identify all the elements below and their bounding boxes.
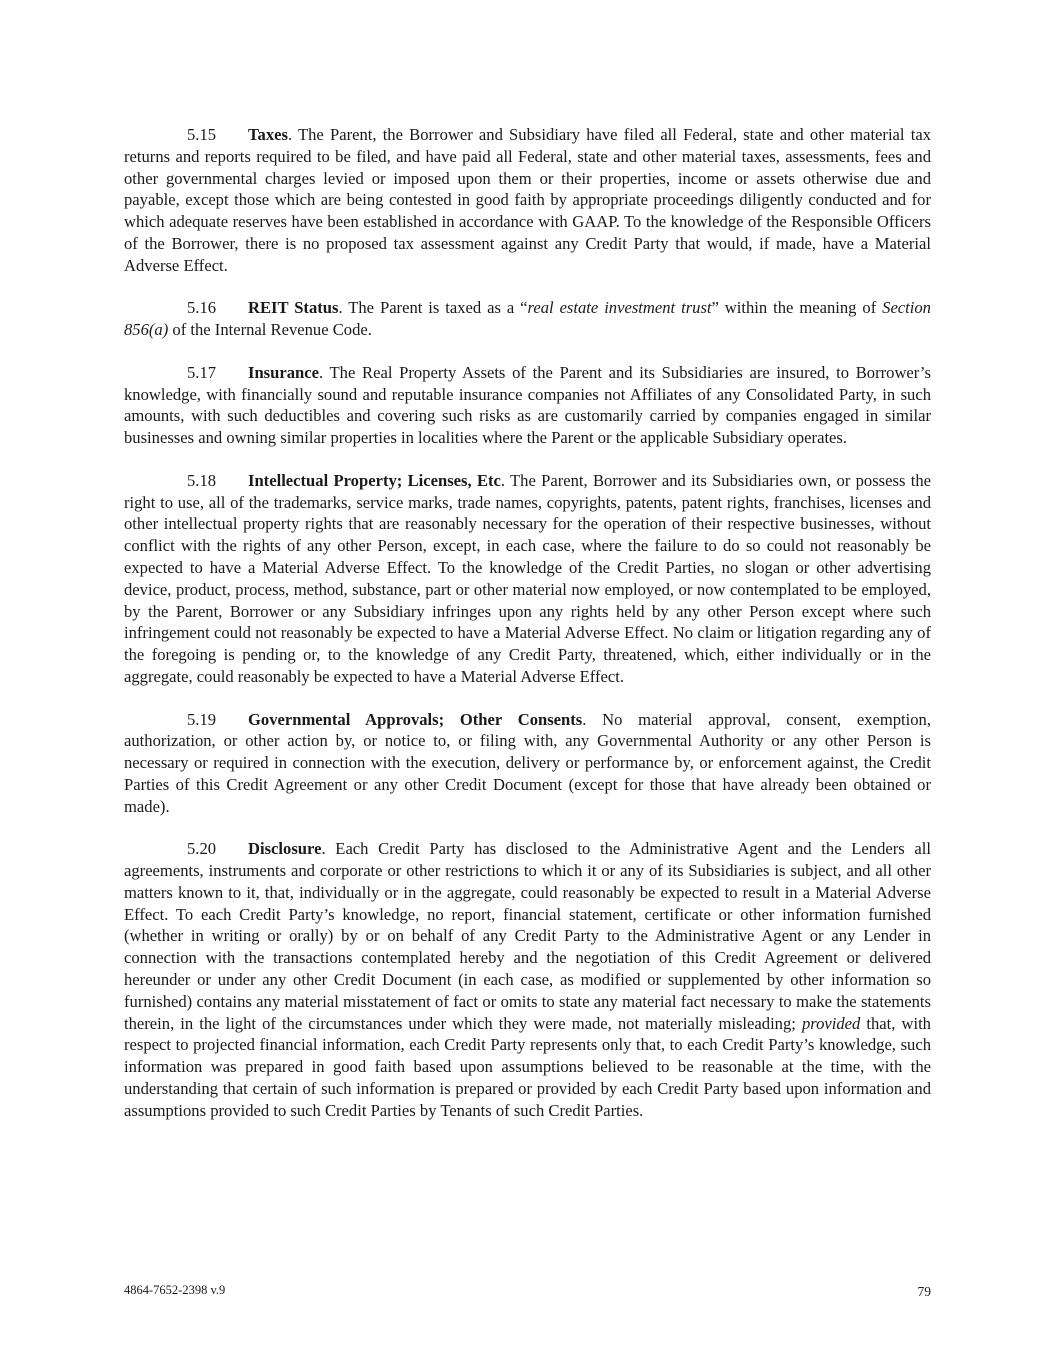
italic-term: real estate investment trust (527, 298, 712, 318)
section-text: . No material approval, consent, exemption, authorization, or other action by, or notice to, or filing with, any Governmental Authority or any other Person is necessary or required in connection with the execution, delivery or performance by, or enforcement against, the Credit Parties of this Credit Agreement or any other Credit Document (except for those that have already been obtained or made). (124, 709, 932, 816)
italic-term: provided (801, 1013, 861, 1033)
section-text: . The Parent is taxed as a “ (338, 298, 528, 318)
italic-citation: Section 856(a) (124, 298, 931, 340)
footer-page-number: 79 (917, 1284, 931, 1299)
section-title: Insurance (248, 362, 319, 382)
section-title: Disclosure (248, 839, 322, 859)
section-number: 5.18 (187, 470, 217, 490)
section-number: 5.17 (187, 362, 217, 382)
section-text: . The Parent, Borrower and its Subsidiaries own, or possess the right to use, all of the trademarks, service marks, trade names, copyrights, patents, patent rights, franchises, licenses and other intellectual property rights that are reasonably necessary for the operation of their respective businesses, without conflict with the rights of any other Person, except, in each case, where the failure to do so could not reasonably be expected to have a Material Adverse Effect. To the knowledge of the Credit Parties, no slogan or other advertising device, product, process, method, substance, part or other material now employed, or now contemplated to be employed, by the Parent, Borrower or any Subsidiary infringes upon any rights held by any other Person except where such infringement could not reasonably be expected to have a Material Adverse Effect. No claim or litigation regarding any of the foregoing is pending or, to the knowledge of any Credit Party, threatened, which, either individually or in the aggregate, could reasonably be expected to have a Material Adverse Effect. (124, 470, 931, 686)
section-5-19 (124, 709, 931, 818)
section-text: . The Real Property Assets of the Parent and its Subsidiaries are insured, to Borrower’s knowledge, with financially sound and reputable insurance companies not Affiliates of any Consolidated Party, in such amounts, with such deductibles and covering such risks as are customarily carried by companies engaged in similar businesses and owning similar properties in localities where the Parent or the applicable Subsidiary operates. (124, 362, 931, 448)
footer-document-id: 4864-7652-2398 v.9 (124, 1283, 226, 1297)
section-number: 5.15 (187, 125, 217, 144)
section-text: of the Internal Revenue Code. (168, 320, 372, 340)
section-5-16 (124, 297, 931, 341)
section-title: REIT Status (248, 298, 339, 318)
section-5-20 (124, 838, 931, 1121)
section-number: 5.16 (187, 298, 217, 318)
section-title: Taxes (248, 125, 288, 144)
section-title: Intellectual Property; Licenses, Etc (248, 470, 501, 490)
section-text: ” within the meaning of (711, 298, 883, 318)
document-body (124, 124, 931, 1142)
section-5-18 (124, 470, 931, 688)
section-number: 5.20 (187, 839, 217, 859)
section-text: . The Parent, the Borrower and Subsidiary have filed all Federal, state and other material tax returns and reports required to be filed, and have paid all Federal, state and other material taxes, assessments, fees and other governmental charges levied or imposed upon them or their properties, income or assets otherwise due and payable, except those which are being contested in good faith by appropriate proceedings diligently conducted and for which adequate reserves have been established in accordance with GAAP. To the knowledge of the Responsible Officers of the Borrower, there is no proposed tax assessment against any Credit Party that would, if made, have a Material Adverse Effect. (124, 125, 931, 275)
section-text: . Each Credit Party has disclosed to the Administrative Agent and the Lenders all agreements, instruments and corporate or other restrictions to which it or any of its Subsidiaries is subject, and all other matters known to it, that, individually or in the aggregate, could reasonably be expected to result in a Material Adverse Effect. To each Credit Party’s knowledge, no report, financial statement, certificate or other information furnished (whether in writing or orally) by or on behalf of any Credit Party to the Administrative Agent or any Lender in connection with the transactions contemplated hereby and the negotiation of this Credit Agreement or delivered hereunder or under any other Credit Document (in each case, as modified or supplemented by other information so furnished) contains any material misstatement of fact or omits to state any material fact necessary to make the statements therein, in the light of the circumstances under which they were made, not materially misleading; (124, 839, 931, 1033)
section-number: 5.19 (187, 709, 217, 729)
section-text: that, with respect to projected financial information, each Credit Party represents only that, to each Credit Party’s knowledge, such information was prepared in good faith based upon assumptions believed to be reasonable at the time, with the understanding that certain of such information is prepared or provided by each Credit Party based upon information and assumptions provided to such Credit Parties by Tenants of such Credit Parties. (124, 1013, 931, 1120)
section-title: Governmental Approvals; Other Consents (248, 709, 583, 729)
section-5-15 (124, 124, 931, 277)
section-5-17 (124, 362, 931, 449)
